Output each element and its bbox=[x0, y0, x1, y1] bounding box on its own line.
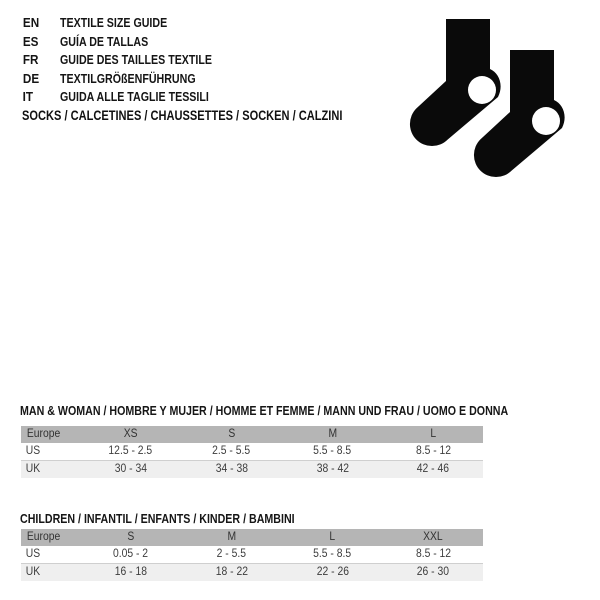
language-code: ES bbox=[22, 33, 39, 49]
category-title: SOCKS / CALCETINES / CHAUSSETTES / SOCKEN / CALZINI bbox=[22, 108, 343, 123]
size-value: 26 - 30 bbox=[416, 566, 450, 578]
socks-icon bbox=[405, 10, 569, 182]
size-value: 0.05 - 2 bbox=[112, 548, 149, 560]
language-label: GUÍA DE TALLAS bbox=[60, 33, 149, 49]
size-value: 8.5 - 12 bbox=[415, 445, 451, 457]
language-code: EN bbox=[22, 15, 40, 30]
size-value: 18 - 22 bbox=[215, 566, 248, 578]
size-value: 42 - 46 bbox=[416, 463, 450, 475]
size-value: 30 - 34 bbox=[114, 463, 147, 475]
row-label: US bbox=[25, 548, 41, 560]
language-row-de bbox=[22, 70, 245, 89]
size-value: 2.5 - 5.5 bbox=[212, 445, 251, 457]
language-row-en bbox=[22, 14, 245, 33]
size-value: 22 - 26 bbox=[316, 566, 349, 578]
column-header-size: L bbox=[329, 531, 336, 543]
size-table-man-woman bbox=[21, 426, 483, 478]
language-label: TEXTILE SIZE GUIDE bbox=[60, 15, 168, 30]
table-title-children: CHILDREN / INFANTIL / ENFANTS / KINDER / BAMBINI bbox=[20, 511, 295, 526]
language-label: TEXTILGRÖßENFÜHRUNG bbox=[60, 70, 196, 86]
size-value: 5.5 - 8.5 bbox=[313, 548, 352, 560]
language-list bbox=[22, 14, 245, 107]
row-label: US bbox=[25, 445, 41, 457]
row-label: UK bbox=[25, 463, 41, 475]
column-header-size: M bbox=[328, 428, 337, 440]
size-value: 12.5 - 2.5 bbox=[108, 445, 153, 457]
column-header-size: L bbox=[430, 428, 436, 440]
language-code: DE bbox=[22, 70, 40, 86]
column-header-region: Europe bbox=[26, 531, 61, 543]
column-header-size: M bbox=[227, 531, 236, 543]
table-header-row bbox=[21, 529, 483, 546]
language-row-it bbox=[22, 88, 245, 107]
language-code: FR bbox=[22, 52, 39, 67]
size-value: 16 - 18 bbox=[114, 566, 147, 578]
row-label: UK bbox=[25, 566, 41, 578]
size-value: 38 - 42 bbox=[316, 463, 349, 475]
column-header-size: S bbox=[127, 531, 134, 543]
language-label: GUIDA ALLE TAGLIE TESSILI bbox=[60, 89, 209, 104]
size-value: 8.5 - 12 bbox=[415, 548, 451, 560]
column-header-size: XS bbox=[123, 428, 138, 440]
language-row-es bbox=[22, 33, 245, 52]
table-row-us bbox=[21, 546, 483, 564]
size-value: 34 - 38 bbox=[215, 463, 248, 475]
table-row-uk bbox=[21, 461, 483, 478]
table-title-man-woman: MAN & WOMAN / HOMBRE Y MUJER / HOMME ET FEMME / MANN UND FRAU / UOMO E DONNA bbox=[20, 403, 509, 418]
language-row-fr bbox=[22, 51, 245, 70]
column-header-size: S bbox=[228, 428, 235, 440]
size-value: 5.5 - 8.5 bbox=[313, 445, 352, 457]
column-header-region: Europe bbox=[26, 428, 61, 440]
table-row-uk bbox=[21, 564, 483, 581]
size-table-children bbox=[21, 529, 483, 581]
table-header-row bbox=[21, 426, 483, 443]
language-label: GUIDE DES TAILLES TEXTILE bbox=[60, 52, 213, 67]
column-header-size: XXL bbox=[423, 531, 443, 543]
language-code: IT bbox=[22, 89, 33, 104]
table-row-us bbox=[21, 443, 483, 461]
size-value: 2 - 5.5 bbox=[216, 548, 247, 560]
